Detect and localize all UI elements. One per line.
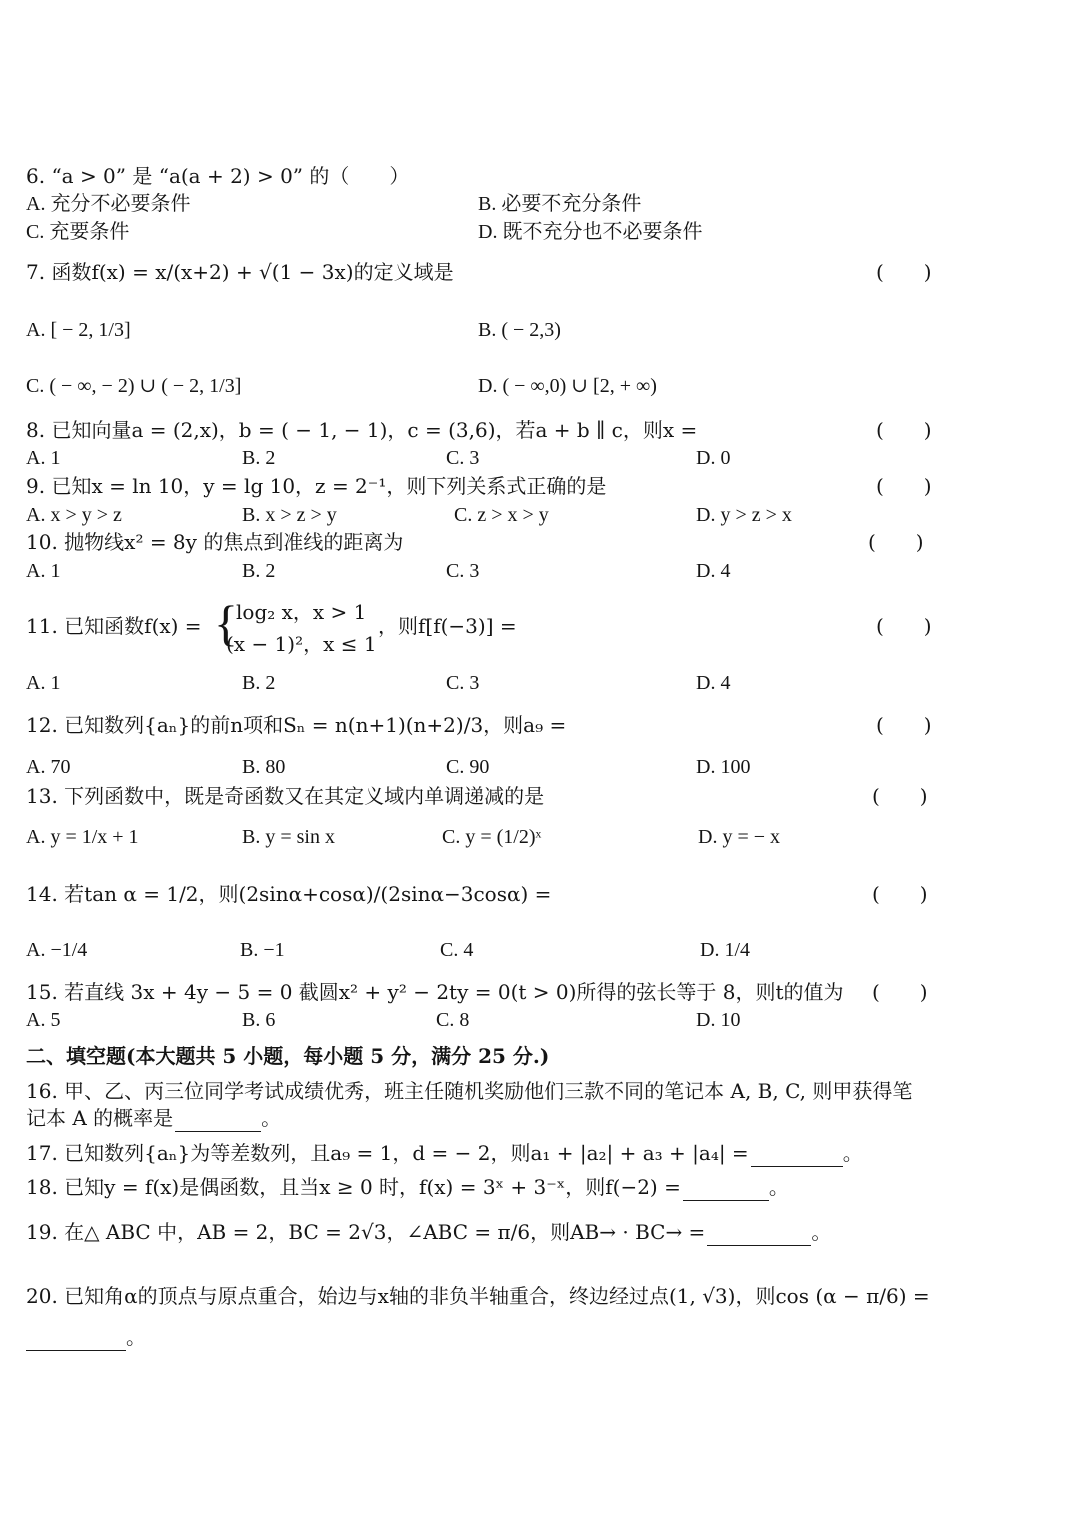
q11-option-c: C. 3	[446, 672, 480, 694]
q9-option-c: C. z > x > y	[454, 504, 549, 526]
q7-option-d: D. ( − ∞,0) ∪ [2, + ∞)	[478, 375, 657, 397]
q12-option-c: C. 90	[446, 756, 490, 778]
q6-option-d: D. 既不充分也不必要条件	[478, 221, 703, 243]
q16-stem-text: 记本 A 的概率是	[26, 1106, 174, 1130]
q15-answer-paren: ( )	[872, 980, 928, 1004]
q18-end-mark: 。	[768, 1175, 789, 1199]
q9-option-a: A. x > y > z	[26, 504, 122, 526]
q16-stem-line1: 16. 甲、乙、丙三位同学考试成绩优秀，班主任随机奖励他们三款不同的笔记本 A, B, C, 则甲获得笔	[26, 1079, 913, 1103]
q7-option-a: A. [ − 2, 1/3]	[26, 319, 131, 341]
q6-option-a: A. 充分不必要条件	[26, 193, 191, 215]
q13-option-c: C. y = (1/2)ˣ	[442, 826, 542, 848]
q14-stem: 14. 若tan α = 1/2，则(2sinα+cosα)/(2sinα−3cosα) =	[26, 882, 552, 906]
q19-answer-blank[interactable]	[707, 1225, 811, 1246]
q8-stem: 8. 已知向量a = (2,x)，b = ( − 1, − 1)，c = (3,6)，若a + b ∥ c，则x =	[26, 418, 698, 442]
q15-stem: 15. 若直线 3x + 4y − 5 = 0 截圆x² + y² − 2ty = 0(t > 0)所得的弦长等于 8，则t的值为	[26, 980, 844, 1004]
q11-option-d: D. 4	[696, 672, 731, 694]
q11-answer-paren: ( )	[876, 614, 932, 638]
q6-option-c: C. 充要条件	[26, 221, 130, 243]
q9-option-d: D. y > z > x	[696, 504, 792, 526]
q17-answer-blank[interactable]	[751, 1146, 843, 1167]
q8-option-a: A. 1	[26, 447, 61, 469]
q13-option-a: A. y = 1/x + 1	[26, 826, 139, 848]
q17-end-mark: 。	[842, 1141, 863, 1165]
q15-option-c: C. 8	[436, 1009, 470, 1031]
q12-answer-paren: ( )	[876, 713, 932, 737]
q19-end-mark: 。	[811, 1220, 832, 1244]
q12-stem: 12. 已知数列{aₙ}的前n项和Sₙ = n(n+1)(n+2)/3，则a₉ =	[26, 713, 567, 737]
q13-option-b: B. y = sin x	[242, 826, 335, 848]
q11-option-a: A. 1	[26, 672, 61, 694]
q17-line	[26, 1139, 863, 1167]
q15-option-d: D. 10	[696, 1009, 741, 1031]
q10-option-a: A. 1	[26, 560, 61, 582]
q17-stem: 17. 已知数列{aₙ}为等差数列，且a₉ = 1，d = − 2，则a₁ + |a₂| + a₃ + |a₄| =	[26, 1141, 749, 1165]
q15-option-b: B. 6	[242, 1009, 276, 1031]
q13-option-d: D. y = − x	[698, 826, 781, 848]
q13-stem: 13. 下列函数中，既是奇函数又在其定义域内单调递减的是	[26, 784, 545, 808]
q12-option-b: B. 80	[242, 756, 286, 778]
q20-end-mark: 。	[126, 1325, 146, 1349]
q9-option-b: B. x > z > y	[242, 504, 337, 526]
q11-case-2: (x − 1)²，x ≤ 1	[226, 632, 377, 656]
q15-option-a: A. 5	[26, 1009, 61, 1031]
q14-option-a: A. −1/4	[26, 939, 88, 961]
q20-answer-line	[26, 1323, 146, 1351]
q19-line	[26, 1218, 831, 1246]
q18-stem: 18. 已知y = f(x)是偶函数，且当x ≥ 0 时，f(x) = 3ˣ + 3⁻ˣ，则f(−2) =	[26, 1175, 681, 1199]
q19-stem: 19. 在△ ABC 中，AB = 2，BC = 2√3，∠ABC = π/6，则AB→ · BC→ =	[26, 1220, 706, 1244]
q18-line	[26, 1173, 789, 1201]
q11-option-b: B. 2	[242, 672, 276, 694]
q18-answer-blank[interactable]	[683, 1180, 769, 1201]
section-2-heading: 二、填空题(本大题共 5 小题，每小题 5 分，满分 25 分.)	[26, 1044, 550, 1068]
q10-option-c: C. 3	[446, 560, 480, 582]
q6-stem: 6. “a > 0” 是 “a(a + 2) > 0” 的（ ）	[26, 164, 410, 188]
q6-option-b: B. 必要不充分条件	[478, 193, 642, 215]
q14-option-b: B. −1	[240, 939, 285, 961]
q12-option-a: A. 70	[26, 756, 71, 778]
q16-end-mark: 。	[261, 1106, 282, 1130]
q7-answer-paren: ( )	[876, 260, 932, 284]
q16-answer-blank[interactable]	[175, 1111, 261, 1132]
q11-case-1: log₂ x，x > 1	[236, 600, 367, 624]
q11-stem-prefix: 11. 已知函数f(x) =	[26, 614, 202, 638]
q20-stem: 20. 已知角α的顶点与原点重合，始边与x轴的非负半轴重合，终边经过点(1, √3)，则cos (α − π/6) =	[26, 1284, 930, 1308]
q10-answer-paren: ( )	[868, 530, 924, 554]
q16-stem-line2	[26, 1104, 281, 1132]
q20-answer-blank[interactable]	[26, 1330, 126, 1351]
q11-stem-suffix: ，则f[f(−3)] =	[378, 614, 517, 638]
q10-option-b: B. 2	[242, 560, 276, 582]
q8-option-b: B. 2	[242, 447, 276, 469]
q11-brace: {	[214, 595, 238, 651]
q8-answer-paren: ( )	[876, 418, 932, 442]
q9-stem: 9. 已知x = ln 10，y = lg 10，z = 2⁻¹，则下列关系式正确的是	[26, 474, 607, 498]
q7-option-c: C. ( − ∞, − 2) ∪ ( − 2, 1/3]	[26, 375, 242, 397]
q8-option-c: C. 3	[446, 447, 480, 469]
q10-stem: 10. 抛物线x² = 8y 的焦点到准线的距离为	[26, 530, 404, 554]
q9-answer-paren: ( )	[876, 474, 932, 498]
q13-answer-paren: ( )	[872, 784, 928, 808]
q7-option-b: B. ( − 2,3)	[478, 319, 561, 341]
q14-answer-paren: ( )	[872, 882, 928, 906]
q14-option-c: C. 4	[440, 939, 474, 961]
q12-option-d: D. 100	[696, 756, 751, 778]
q8-option-d: D. 0	[696, 447, 731, 469]
q7-stem: 7. 函数f(x) = x/(x+2) + √(1 − 3x)的定义域是	[26, 260, 454, 284]
q14-option-d: D. 1/4	[700, 939, 750, 961]
q10-option-d: D. 4	[696, 560, 731, 582]
